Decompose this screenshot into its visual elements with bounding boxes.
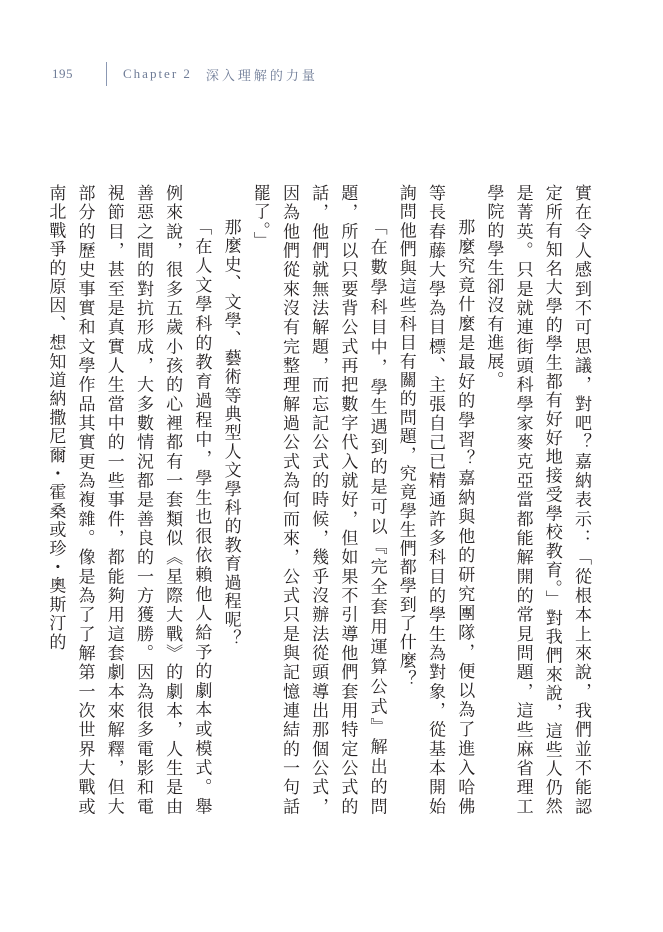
paragraph-5: 「在人文學科的教育過程中，學生也很依賴他人給予的劇本或模式。舉例來說，很多五歲小孩的心裡都有一套類似《星際大戰》的劇本，人生是由善惡之間的對抗形成，大多數情況都是善良的一方獲勝。因為很多電影和電視節目，甚至是真實人生當中的一些事件，都能夠用這套劇本來解釋，但大部分的歷史事實和文學作品其實更為複雜。像是為了了解第一次世界大戰或南北戰爭的原因、想知道納撒尼爾・霍桑或珍・奧斯汀的: [45, 184, 212, 816]
paragraph-1: 實在令人感到不可思議，對吧？嘉納表示：「從根本上來說，我們並不能認定所有知名大學的學生都有好好地接受學校教育。」對我們來說，這些人仍然是菁英。只是就連街頭科學家麥克亞當都能解開的常見問題，這些麻省理工學院的學生卻沒有進展。: [483, 184, 591, 816]
page-number: 195: [52, 66, 73, 81]
paragraph-2: 那麼究竟什麼是最好的學習？嘉納與他的研究團隊，便以為了進入哈佛等長春藤大學為目標、主張自己已精通許多科目的學生為對象，從基本開始詢問他們與這些科目有關的問題，究竟學生們都學到了什麼？: [395, 184, 475, 816]
body-text: [45, 184, 595, 816]
header-divider: [106, 62, 107, 86]
chapter-title: 深入理解的力量: [205, 67, 318, 83]
paragraph-4: 那麼史、文學、藝術等典型人文學科的教育過程呢？: [220, 218, 241, 649]
chapter-label: Chapter 2: [123, 66, 192, 81]
running-header: [52, 62, 318, 86]
paragraph-3: 「在數學科目中，學生遇到的是可以『完全套用運算公式』解出的問題，所以只要背公式再把數字代入就好，但如果不引導他們套用特定公式的話，他們就無法解題，而忘記公式的時候，幾乎沒辦法從頭導出那個公式，因為他們從來沒有完整理解過公式為何而來，公式只是與記憶連結的一句話罷了。」: [249, 184, 387, 816]
